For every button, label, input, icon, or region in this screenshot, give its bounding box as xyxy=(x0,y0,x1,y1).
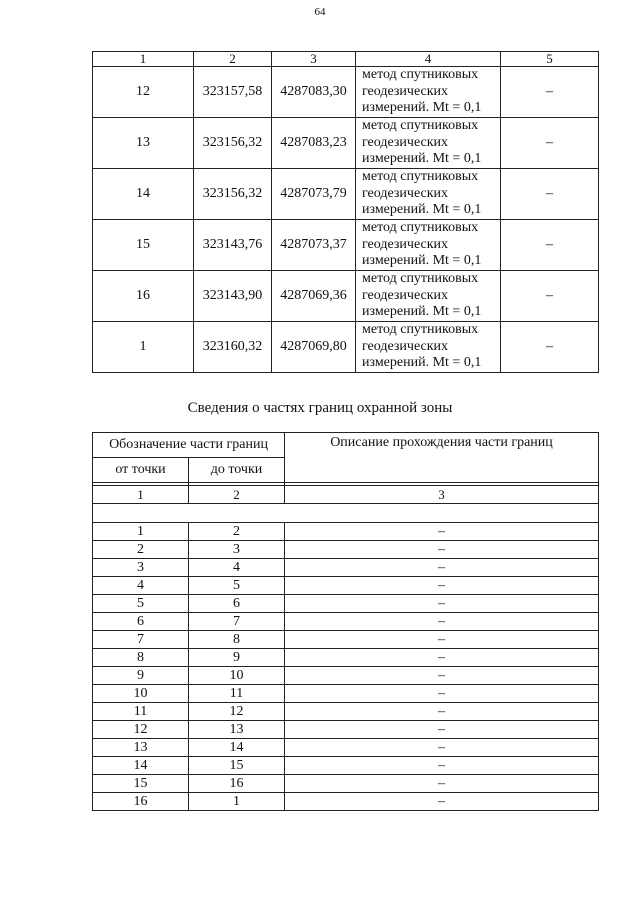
description-cell: – xyxy=(285,649,599,667)
from-point-cell: 12 xyxy=(93,721,189,739)
parts-column-numbers-row xyxy=(93,486,599,504)
point-number-cell: 1 xyxy=(93,322,194,373)
description-cell: – xyxy=(285,721,599,739)
to-point-cell: 1 xyxy=(189,793,285,811)
from-point-cell: 1 xyxy=(93,523,189,541)
coordinates-row xyxy=(93,67,599,118)
from-point-cell: 4 xyxy=(93,577,189,595)
method-cell xyxy=(356,118,501,169)
x-coordinate-cell: 323156,32 xyxy=(194,169,272,220)
from-point-cell: 16 xyxy=(93,793,189,811)
to-point-cell: 4 xyxy=(189,559,285,577)
from-point-cell: 7 xyxy=(93,631,189,649)
point-number-cell: 15 xyxy=(93,220,194,271)
method-line: геодезических xyxy=(362,134,449,150)
description-cell: – xyxy=(285,775,599,793)
from-point-cell: 13 xyxy=(93,739,189,757)
point-number-cell: 14 xyxy=(93,169,194,220)
to-point-cell: 8 xyxy=(189,631,285,649)
note-cell: – xyxy=(501,169,599,220)
note-cell: – xyxy=(501,118,599,169)
y-coordinate-cell: 4287069,80 xyxy=(272,322,356,373)
method-line: измерений. Mt = 0,1 xyxy=(362,355,482,371)
description-cell: – xyxy=(285,739,599,757)
page-number: 64 xyxy=(314,6,326,18)
boundary-part-row xyxy=(93,667,599,685)
to-point-header: до точки xyxy=(189,458,285,483)
note-cell: – xyxy=(501,322,599,373)
method-line: метод спутниковых xyxy=(362,169,479,185)
method-cell xyxy=(356,67,501,118)
method-line: измерений. Mt = 0,1 xyxy=(362,202,482,218)
to-point-cell: 15 xyxy=(189,757,285,775)
empty-spacer-cell xyxy=(93,504,599,523)
y-coordinate-cell: 4287083,30 xyxy=(272,67,356,118)
description-cell: – xyxy=(285,595,599,613)
boundary-part-row xyxy=(93,721,599,739)
y-coordinate-cell: 4287073,79 xyxy=(272,169,356,220)
boundary-part-row xyxy=(93,703,599,721)
column-number-4: 4 xyxy=(356,52,501,67)
description-cell: – xyxy=(285,523,599,541)
column-number-3: 3 xyxy=(272,52,356,67)
description-header: Описание прохождения части границ xyxy=(285,433,599,483)
from-point-cell: 6 xyxy=(93,613,189,631)
description-cell: – xyxy=(285,703,599,721)
to-point-cell: 6 xyxy=(189,595,285,613)
x-coordinate-cell: 323143,76 xyxy=(194,220,272,271)
coordinates-table xyxy=(92,51,599,373)
from-point-cell: 8 xyxy=(93,649,189,667)
boundary-part-row xyxy=(93,541,599,559)
description-cell: – xyxy=(285,541,599,559)
to-point-cell: 9 xyxy=(189,649,285,667)
parts-header-row-1 xyxy=(93,433,599,458)
coordinates-table-body xyxy=(93,52,599,373)
description-cell: – xyxy=(285,559,599,577)
to-point-cell: 2 xyxy=(189,523,285,541)
description-cell: – xyxy=(285,685,599,703)
group-header: Обозначение части границ xyxy=(93,433,285,458)
note-cell: – xyxy=(501,67,599,118)
x-coordinate-cell: 323160,32 xyxy=(194,322,272,373)
method-line: измерений. Mt = 0,1 xyxy=(362,253,482,269)
x-coordinate-cell: 323156,32 xyxy=(194,118,272,169)
x-coordinate-cell: 323157,58 xyxy=(194,67,272,118)
boundary-part-row xyxy=(93,559,599,577)
method-line: геодезических xyxy=(362,185,449,201)
point-number-cell: 13 xyxy=(93,118,194,169)
boundary-part-row xyxy=(93,649,599,667)
method-line: геодезических xyxy=(362,236,449,252)
x-coordinate-cell: 323143,90 xyxy=(194,271,272,322)
boundary-part-row xyxy=(93,523,599,541)
from-point-cell: 14 xyxy=(93,757,189,775)
boundary-part-row xyxy=(93,775,599,793)
to-point-cell: 11 xyxy=(189,685,285,703)
coordinates-row xyxy=(93,271,599,322)
y-coordinate-cell: 4287083,23 xyxy=(272,118,356,169)
coordinates-row xyxy=(93,220,599,271)
coordinates-row xyxy=(93,169,599,220)
method-line: измерений. Mt = 0,1 xyxy=(362,151,482,167)
coordinates-row xyxy=(93,322,599,373)
coordinates-row xyxy=(93,118,599,169)
method-cell xyxy=(356,271,501,322)
description-cell: – xyxy=(285,631,599,649)
column-number-1: 1 xyxy=(93,52,194,67)
to-point-cell: 12 xyxy=(189,703,285,721)
method-cell xyxy=(356,169,501,220)
point-number-cell: 16 xyxy=(93,271,194,322)
column-number-2: 2 xyxy=(194,52,272,67)
method-line: метод спутниковых xyxy=(362,67,479,83)
method-line: метод спутниковых xyxy=(362,220,479,236)
boundary-part-row xyxy=(93,613,599,631)
method-line: метод спутниковых xyxy=(362,118,479,134)
boundary-part-row xyxy=(93,793,599,811)
to-point-cell: 3 xyxy=(189,541,285,559)
boundary-part-row xyxy=(93,757,599,775)
to-point-cell: 5 xyxy=(189,577,285,595)
column-number-5: 5 xyxy=(501,52,599,67)
y-coordinate-cell: 4287073,37 xyxy=(272,220,356,271)
from-point-cell: 9 xyxy=(93,667,189,685)
description-cell: – xyxy=(285,613,599,631)
description-cell: – xyxy=(285,793,599,811)
description-cell: – xyxy=(285,667,599,685)
from-point-cell: 10 xyxy=(93,685,189,703)
note-cell: – xyxy=(501,271,599,322)
from-point-cell: 3 xyxy=(93,559,189,577)
boundary-part-row xyxy=(93,595,599,613)
boundary-part-row xyxy=(93,631,599,649)
method-line: геодезических xyxy=(362,338,449,354)
empty-spacer-row xyxy=(93,504,599,523)
boundary-part-row xyxy=(93,577,599,595)
to-point-cell: 10 xyxy=(189,667,285,685)
method-line: метод спутниковых xyxy=(362,322,479,338)
from-point-cell: 11 xyxy=(93,703,189,721)
from-point-cell: 15 xyxy=(93,775,189,793)
to-point-cell: 16 xyxy=(189,775,285,793)
parts-column-number-3: 3 xyxy=(285,486,599,504)
from-point-header: от точки xyxy=(93,458,189,483)
coordinates-header-row xyxy=(93,52,599,67)
description-cell: – xyxy=(285,757,599,775)
method-line: геодезических xyxy=(362,83,449,99)
method-line: геодезических xyxy=(362,287,449,303)
boundary-part-row xyxy=(93,685,599,703)
boundary-parts-table xyxy=(92,432,599,811)
from-point-cell: 5 xyxy=(93,595,189,613)
to-point-cell: 13 xyxy=(189,721,285,739)
to-point-cell: 7 xyxy=(189,613,285,631)
method-line: измерений. Mt = 0,1 xyxy=(362,304,482,320)
method-line: измерений. Mt = 0,1 xyxy=(362,100,482,116)
section-title: Сведения о частях границ охранной зоны xyxy=(187,400,453,416)
from-point-cell: 2 xyxy=(93,541,189,559)
note-cell: – xyxy=(501,220,599,271)
parts-column-number-1: 1 xyxy=(93,486,189,504)
point-number-cell: 12 xyxy=(93,67,194,118)
boundary-parts-table-body xyxy=(93,433,599,811)
y-coordinate-cell: 4287069,36 xyxy=(272,271,356,322)
method-cell xyxy=(356,322,501,373)
description-cell: – xyxy=(285,577,599,595)
parts-column-number-2: 2 xyxy=(189,486,285,504)
to-point-cell: 14 xyxy=(189,739,285,757)
method-cell xyxy=(356,220,501,271)
boundary-part-row xyxy=(93,739,599,757)
method-line: метод спутниковых xyxy=(362,271,479,287)
